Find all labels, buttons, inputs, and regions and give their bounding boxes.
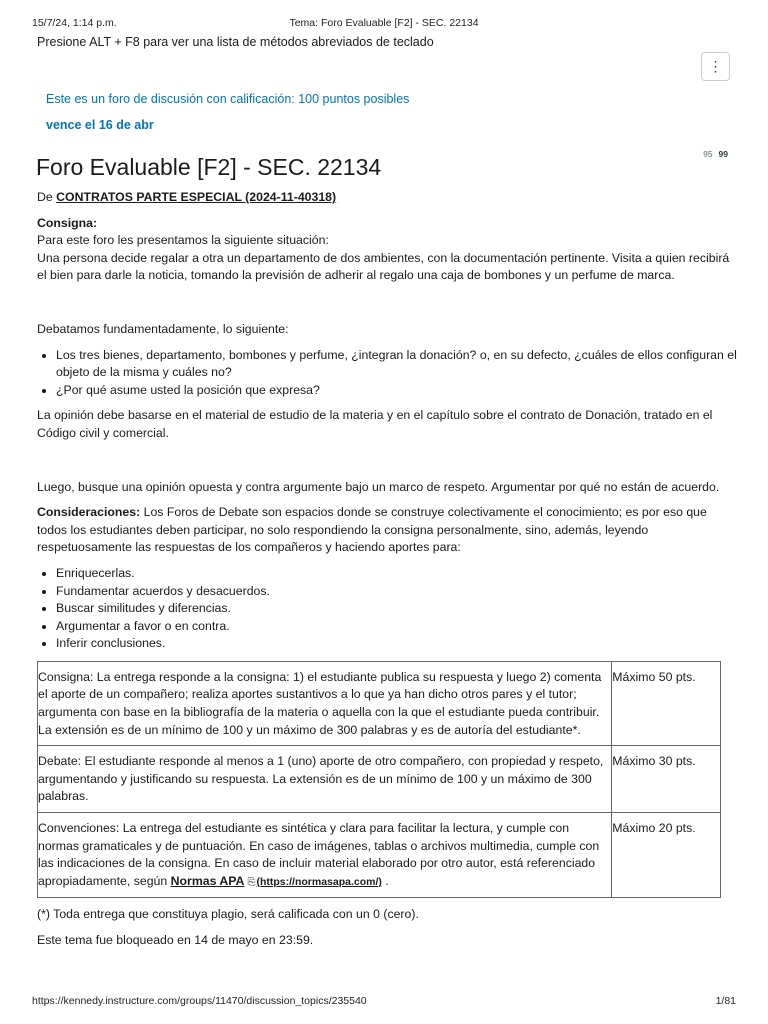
considerations-text: Los Foros de Debate son espacios donde se construye colectivamente el conocimiento; es por eso que todos los estudiantes deben participar, no solo respondiendo la consigna personalmente, sino, además, leyendo respetuosamente las respuestas de los compañeros y haciendo aportes para: <box>37 505 707 555</box>
apa-link-label: Normas APA <box>170 873 245 888</box>
counterargument-paragraph: Luego, busque una opinión opuesta y contra argumente bajo un marco de respeto. Argumentar por qué no están de acuerdo. <box>37 479 720 494</box>
list-item: • Argumentar a favor o en contra. <box>56 618 737 636</box>
table-row <box>38 813 721 898</box>
consigna-heading: Consigna: <box>37 215 98 230</box>
list-item: • Inferir conclusiones. <box>56 635 737 653</box>
questions-list <box>37 347 737 400</box>
topic-title: Foro Evaluable [F2] - SEC. 22134 <box>36 154 382 180</box>
considerations-label: Consideraciones: <box>37 505 141 520</box>
rubric-criterion: Debate: El estudiante responde al menos a 1 (uno) aporte de otro compañero, con propiedad y respeto, argumentando y justificando su respuesta. La extensión es de un mínimo de 100 y un máximo de 300 palabras. <box>38 746 612 813</box>
aims-list <box>37 565 737 653</box>
rubric-points: Máximo 30 pts. <box>612 746 721 813</box>
print-datetime: 15/7/24, 1:14 p.m. <box>32 17 117 29</box>
situation-paragraph: Una persona decide regalar a otra un departamento de dos ambientes, con la documentación pertinente. Visita a quien recibirá el bien para darle la noticia, tomando la previsión de adherir al regalo una caja de bombones y un perfume de marca. <box>37 250 730 283</box>
list-item: • Buscar similitudes y diferencias. <box>56 600 737 618</box>
topic-body <box>37 189 737 950</box>
print-url: https://kennedy.instructure.com/groups/11470/discussion_topics/235540 <box>32 995 367 1007</box>
graded-discussion-info: Este es un foro de discusión con calificación: 100 puntos posibles <box>46 92 410 106</box>
kebab-vertical-icon: ⋮ <box>708 58 723 74</box>
course-attribution <box>37 189 737 207</box>
print-page-title: Tema: Foro Evaluable [F2] - SEC. 22134 <box>289 17 479 29</box>
list-item: • Enriquecerlas. <box>56 565 737 583</box>
locked-note: Este tema fue bloqueado en 14 de mayo en 23:59. <box>37 933 314 947</box>
keyboard-shortcut-notice: Presione ALT + F8 para ver una lista de métodos abreviados de teclado <box>37 35 434 49</box>
course-link[interactable]: CONTRATOS PARTE ESPECIAL (2024-11-40318) <box>56 190 337 204</box>
reply-counts <box>703 149 728 159</box>
unread-count: 95 <box>703 149 713 159</box>
rubric-criterion <box>38 813 612 898</box>
table-row <box>38 746 721 813</box>
table-row <box>38 661 721 745</box>
criterion-text-end: . <box>381 873 389 888</box>
apa-link[interactable] <box>171 874 245 888</box>
apa-url-link[interactable]: (https://normasapa.com/) <box>256 875 382 888</box>
total-count: 99 <box>718 149 728 159</box>
rubric-table <box>37 661 721 899</box>
considerations-paragraph <box>37 504 737 557</box>
due-date: vence el 16 de abr <box>46 118 154 132</box>
options-menu-button[interactable] <box>701 52 730 81</box>
criterion-text: Convenciones: La entrega del estudiante es sintética y clara para facilitar la lectura, y cumple con normas gramaticales y de puntuación. En caso de imágenes, tablas o archivos multimedia, cumple con las indicaciones de la consigna. En caso de incluir material elaborado por otro autor, está referenciado apropiadamente, según <box>38 821 600 888</box>
rubric-points: Máximo 20 pts. <box>612 813 721 898</box>
intro-paragraph: Para este foro les presentamos la siguiente situación: <box>37 233 329 248</box>
debate-intro-paragraph: Debatamos fundamentadamente, lo siguiente: <box>37 321 289 336</box>
list-item: • ¿Por qué asume usted la posición que expresa? <box>56 382 737 400</box>
print-page-number: 1/81 <box>715 995 736 1007</box>
external-link-icon: ⎘ <box>247 876 256 888</box>
list-item: • Fundamentar acuerdos y desacuerdos. <box>56 583 737 601</box>
plagiarism-note: (*) Toda entrega que constituya plagio, será calificada con un 0 (cero). <box>37 907 419 922</box>
rubric-points: Máximo 50 pts. <box>612 661 721 745</box>
list-item: • Los tres bienes, departamento, bombones y perfume, ¿integran la donación? o, en su defecto, ¿cuáles de ellos configuran el objeto de la misma y cuáles no? <box>56 347 737 382</box>
from-label: De <box>37 190 53 204</box>
rubric-criterion: Consigna: La entrega responde a la consigna: 1) el estudiante publica su respuesta y luego 2) comenta el aporte de un compañero; realiza aportes sustantivos a lo que ya han dicho otros pares y el tutor; argumenta con base en la bibliografía de la materia o aquella con la que el estudiante pueda contribuir. La extensión es de un mínimo de 100 y un máximo de 300 palabras y es de autoría del estudiante*. <box>38 661 612 745</box>
basis-paragraph: La opinión debe basarse en el material de estudio de la materia y en el capítulo sobre el contrato de Donación, tratado en el Código civil y comercial. <box>37 408 713 440</box>
